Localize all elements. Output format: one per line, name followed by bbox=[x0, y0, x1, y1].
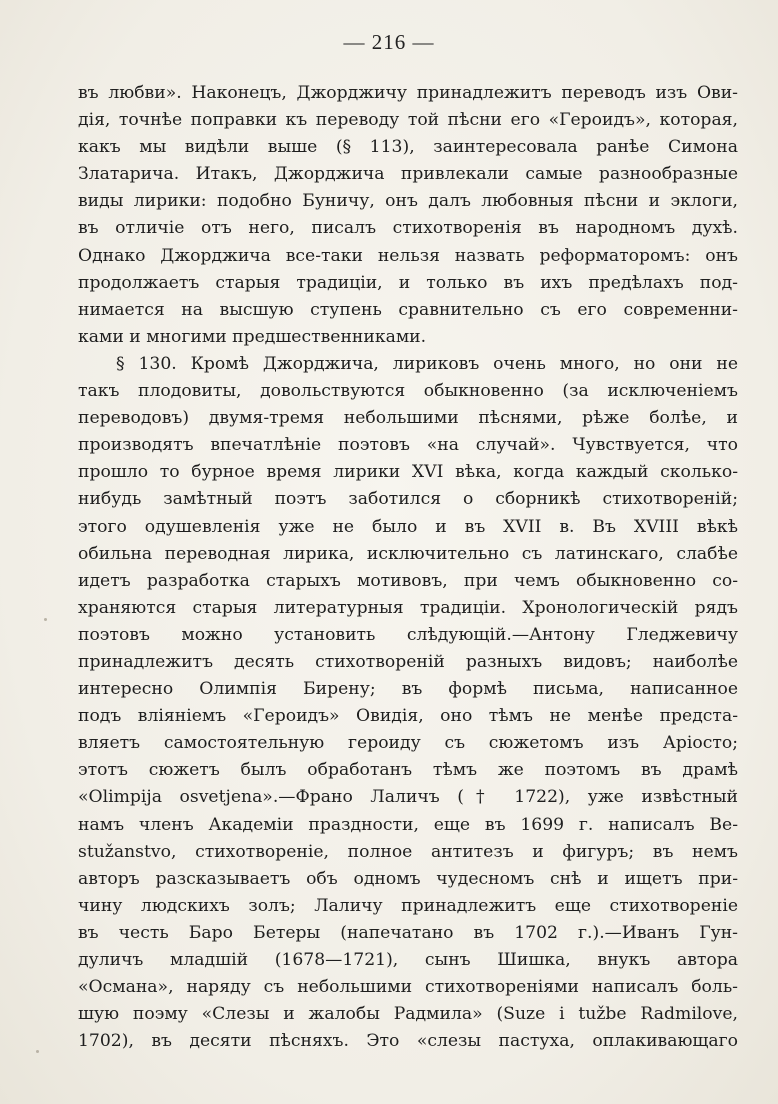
text-line: продолжаетъ старыя традиціи, и только въ ихъ предѣлахъ под- bbox=[78, 272, 738, 293]
text-line: Златарича. Итакъ, Джорджича привлекали самые разнообразные bbox=[78, 164, 738, 185]
text-line: stužanstvo, стихотвореніе, полное антитезъ и фигуръ; въ немъ bbox=[78, 841, 738, 862]
text-line: интересно Олимпія Бирену; въ формѣ письма, написанное bbox=[78, 679, 738, 700]
paragraph-start-line: § 130. Кромѣ Джорджича, лириковъ очень много, но они не bbox=[116, 353, 738, 374]
text-line: дія, точнѣе поправки къ переводу той пѣсни его «Героидъ», которая, bbox=[78, 110, 738, 131]
text-line: подъ вліяніемъ «Героидъ» Овидія, оно тѣмъ не менѣе предста- bbox=[78, 706, 738, 727]
text-line: обильна переводная лирика, исключительно съ латинскаго, слабѣе bbox=[78, 543, 738, 564]
text-line: принадлежитъ десять стихотвореній разныхъ видовъ; наиболѣе bbox=[78, 651, 738, 672]
text-line: чину людскихъ золъ; Лаличу принадлежитъ еще стихотвореніе bbox=[78, 895, 738, 916]
text-line: ками и многими предшественниками. bbox=[78, 326, 427, 347]
text-line: прошло то бурное время лирики XVI вѣка, когда каждый сколько- bbox=[78, 462, 738, 483]
paper-speck bbox=[36, 1050, 39, 1053]
text-line: въ честь Баро Бетеры (напечатано въ 1702 г.).—Иванъ Гун- bbox=[78, 922, 738, 943]
body-text bbox=[78, 80, 738, 1055]
text-line: шую поэму «Слезы и жалобы Радмила» (Suze i tužbe Radmilove, bbox=[78, 1004, 738, 1025]
text-line: какъ мы видѣли выше (§ 113), заинтересовала ранѣе Симона bbox=[78, 137, 738, 158]
text-line: храняются старыя литературныя традиціи. Хронологическій рядъ bbox=[78, 597, 738, 618]
paper-speck bbox=[44, 618, 47, 621]
text-line: «Olimpija osvetjena».—Франо Лаличъ († 1722), уже извѣстный bbox=[78, 787, 738, 808]
text-line: нибудь замѣтный поэтъ заботился о сборникѣ стихотвореній; bbox=[78, 489, 738, 510]
text-line: такъ плодовиты, довольствуются обыкновенно (за исключеніемъ bbox=[78, 381, 738, 402]
text-line: авторъ разсказываетъ объ одномъ чудесномъ снѣ и ищетъ при- bbox=[78, 868, 738, 889]
text-line: поэтовъ можно установить слѣдующій.—Антону Гледжевичу bbox=[78, 624, 738, 645]
text-line: переводовъ) двумя-тремя небольшими пѣснями, рѣже болѣе, и bbox=[78, 408, 738, 429]
text-line: 1702), въ десяти пѣсняхъ. Это «слезы пастуха, оплакивающаго bbox=[78, 1031, 738, 1052]
text-line: этого одушевленія уже не было и въ XVII в. Въ XVIII вѣкѣ bbox=[78, 516, 738, 537]
page-number: — 216 — bbox=[343, 30, 435, 54]
text-line: «Османа», наряду съ небольшими стихотвореніями написалъ боль- bbox=[78, 977, 738, 998]
text-line: намъ членъ Академіи праздности, еще въ 1699 г. написалъ Ве- bbox=[78, 814, 738, 835]
text-line: вляетъ самостоятельную героиду съ сюжетомъ изъ Аріосто; bbox=[78, 733, 738, 754]
text-line: дуличъ младшій (1678—1721), сынъ Шишка, внукъ автора bbox=[78, 950, 738, 970]
text-line: идетъ разработка старыхъ мотивовъ, при чемъ обыкновенно со- bbox=[78, 570, 738, 591]
text-line: производятъ впечатлѣніе поэтовъ «на случай». Чувствуется, что bbox=[78, 435, 738, 456]
text-line: этотъ сюжетъ былъ обработанъ тѣмъ же поэтомъ въ драмѣ bbox=[78, 760, 738, 781]
text-line: нимается на высшую ступень сравнительно съ его современни- bbox=[78, 299, 738, 320]
text-line: Однако Джорджича все-таки нельзя назвать реформаторомъ: онъ bbox=[78, 245, 738, 266]
text-line: въ отличіе отъ него, писалъ стихотворенія въ народномъ духѣ. bbox=[78, 218, 738, 239]
text-line: въ любви». Наконецъ, Джорджичу принадлежитъ переводъ изъ Ови- bbox=[78, 83, 738, 103]
text-line: виды лирики: подобно Буничу, онъ далъ любовныя пѣсни и эклоги, bbox=[78, 191, 738, 212]
